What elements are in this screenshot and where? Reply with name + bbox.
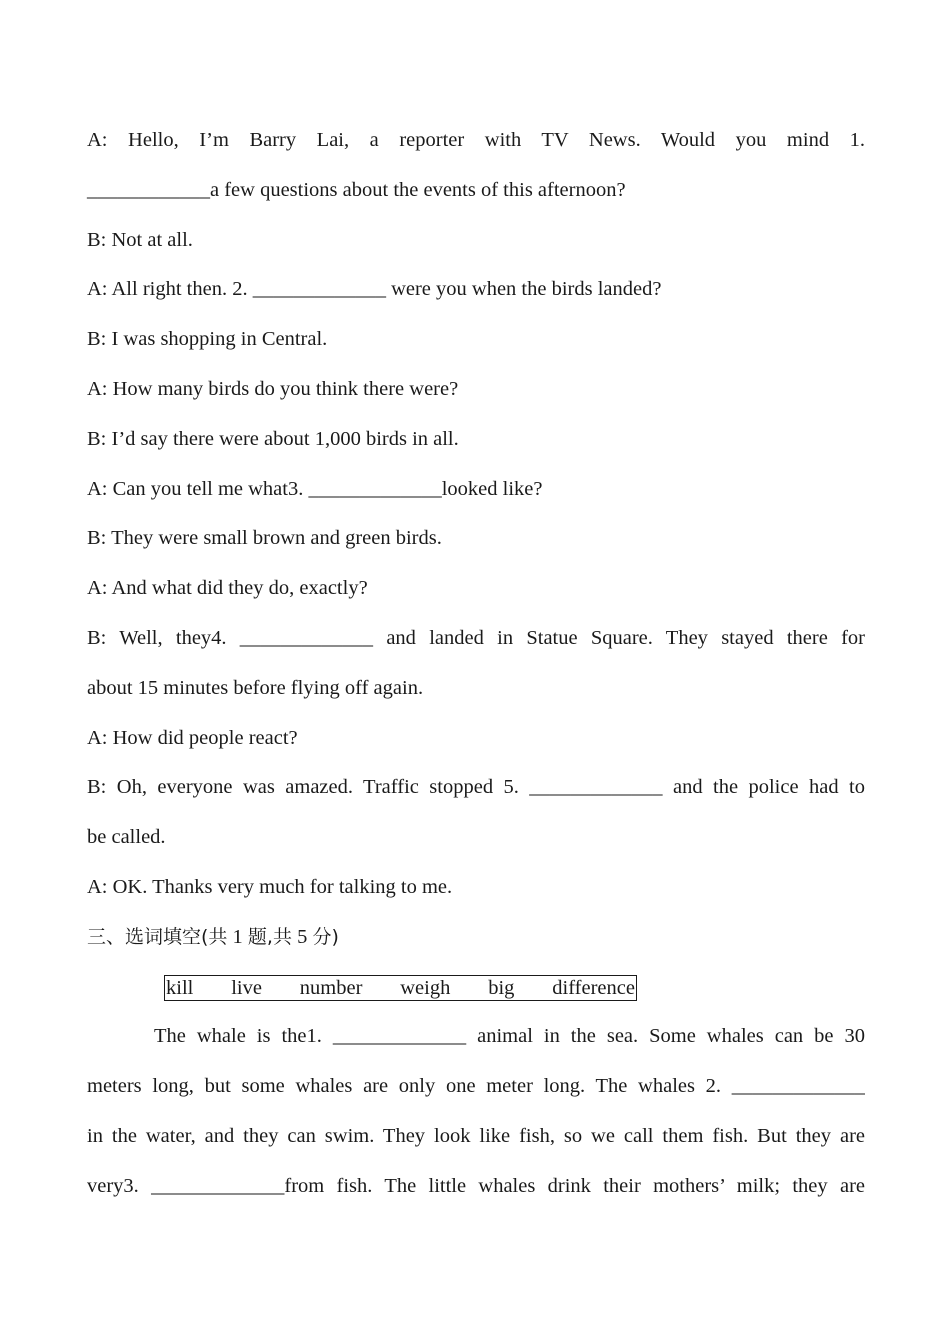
word-bank-item: weigh bbox=[400, 976, 451, 999]
word-bank-row bbox=[87, 963, 865, 1013]
heading-count: 1 bbox=[227, 925, 248, 948]
passage-line-1: The whale is the1. _____________ animal in the sea. Some whales can be 30 bbox=[154, 1025, 865, 1048]
dialogue-line-12: about 15 minutes before flying off again. bbox=[87, 676, 424, 699]
heading-prefix: 三、选词填空(共 bbox=[87, 925, 228, 948]
passage bbox=[87, 1012, 865, 1211]
dialogue-line-7: B: I’d say there were about 1,000 birds in all. bbox=[87, 427, 459, 450]
word-bank-item: live bbox=[231, 976, 262, 999]
worksheet-page bbox=[87, 116, 865, 1212]
dialogue-line-9: B: They were small brown and green birds. bbox=[87, 527, 442, 550]
dialogue-line-16: A: OK. Thanks very much for talking to me. bbox=[87, 875, 453, 898]
dialogue-line-1: A: Hello, I’m Barry Lai, a reporter with TV News. Would you mind 1. bbox=[87, 129, 865, 151]
passage-line-4: very3. _____________from fish. The little whales drink their mothers’ milk; they are bbox=[87, 1174, 865, 1197]
section-heading bbox=[87, 913, 865, 963]
dialogue-line-5: B: I was shopping in Central. bbox=[87, 328, 328, 351]
word-bank-item: number bbox=[299, 976, 363, 999]
passage-line-3: in the water, and they can swim. They look like fish, so we call them fish. But they are bbox=[87, 1124, 865, 1147]
dialogue-line-3: B: Not at all. bbox=[87, 228, 193, 251]
word-bank bbox=[164, 975, 637, 1001]
word-bank-item: big bbox=[488, 976, 515, 999]
dialogue-line-2: ____________a few questions about the events of this afternoon? bbox=[87, 178, 626, 201]
dialogue-line-10: A: And what did they do, exactly? bbox=[87, 577, 368, 600]
heading-suffix: 分) bbox=[312, 925, 339, 948]
heading-points: 5 bbox=[291, 925, 313, 948]
dialogue-line-4: A: All right then. 2. _____________ were you when the birds landed? bbox=[87, 278, 662, 301]
dialogue-line-6: A: How many birds do you think there were? bbox=[87, 377, 459, 400]
word-bank-item: difference bbox=[552, 976, 635, 999]
dialogue-line-14: B: Oh, everyone was amazed. Traffic stopped 5. _____________ and the police had to bbox=[87, 776, 865, 799]
word-bank-item: kill bbox=[166, 976, 194, 999]
dialogue-line-15: be called. bbox=[87, 826, 166, 849]
heading-mid: 题,共 bbox=[247, 925, 292, 948]
dialogue bbox=[87, 116, 865, 913]
passage-line-2: meters long, but some whales are only one meter long. The whales 2. _____________ bbox=[87, 1075, 865, 1098]
dialogue-line-13: A: How did people react? bbox=[87, 726, 298, 749]
dialogue-line-8: A: Can you tell me what3. _____________looked like? bbox=[87, 477, 543, 500]
dialogue-line-11: B: Well, they4. _____________ and landed in Statue Square. They stayed there for bbox=[87, 626, 865, 649]
